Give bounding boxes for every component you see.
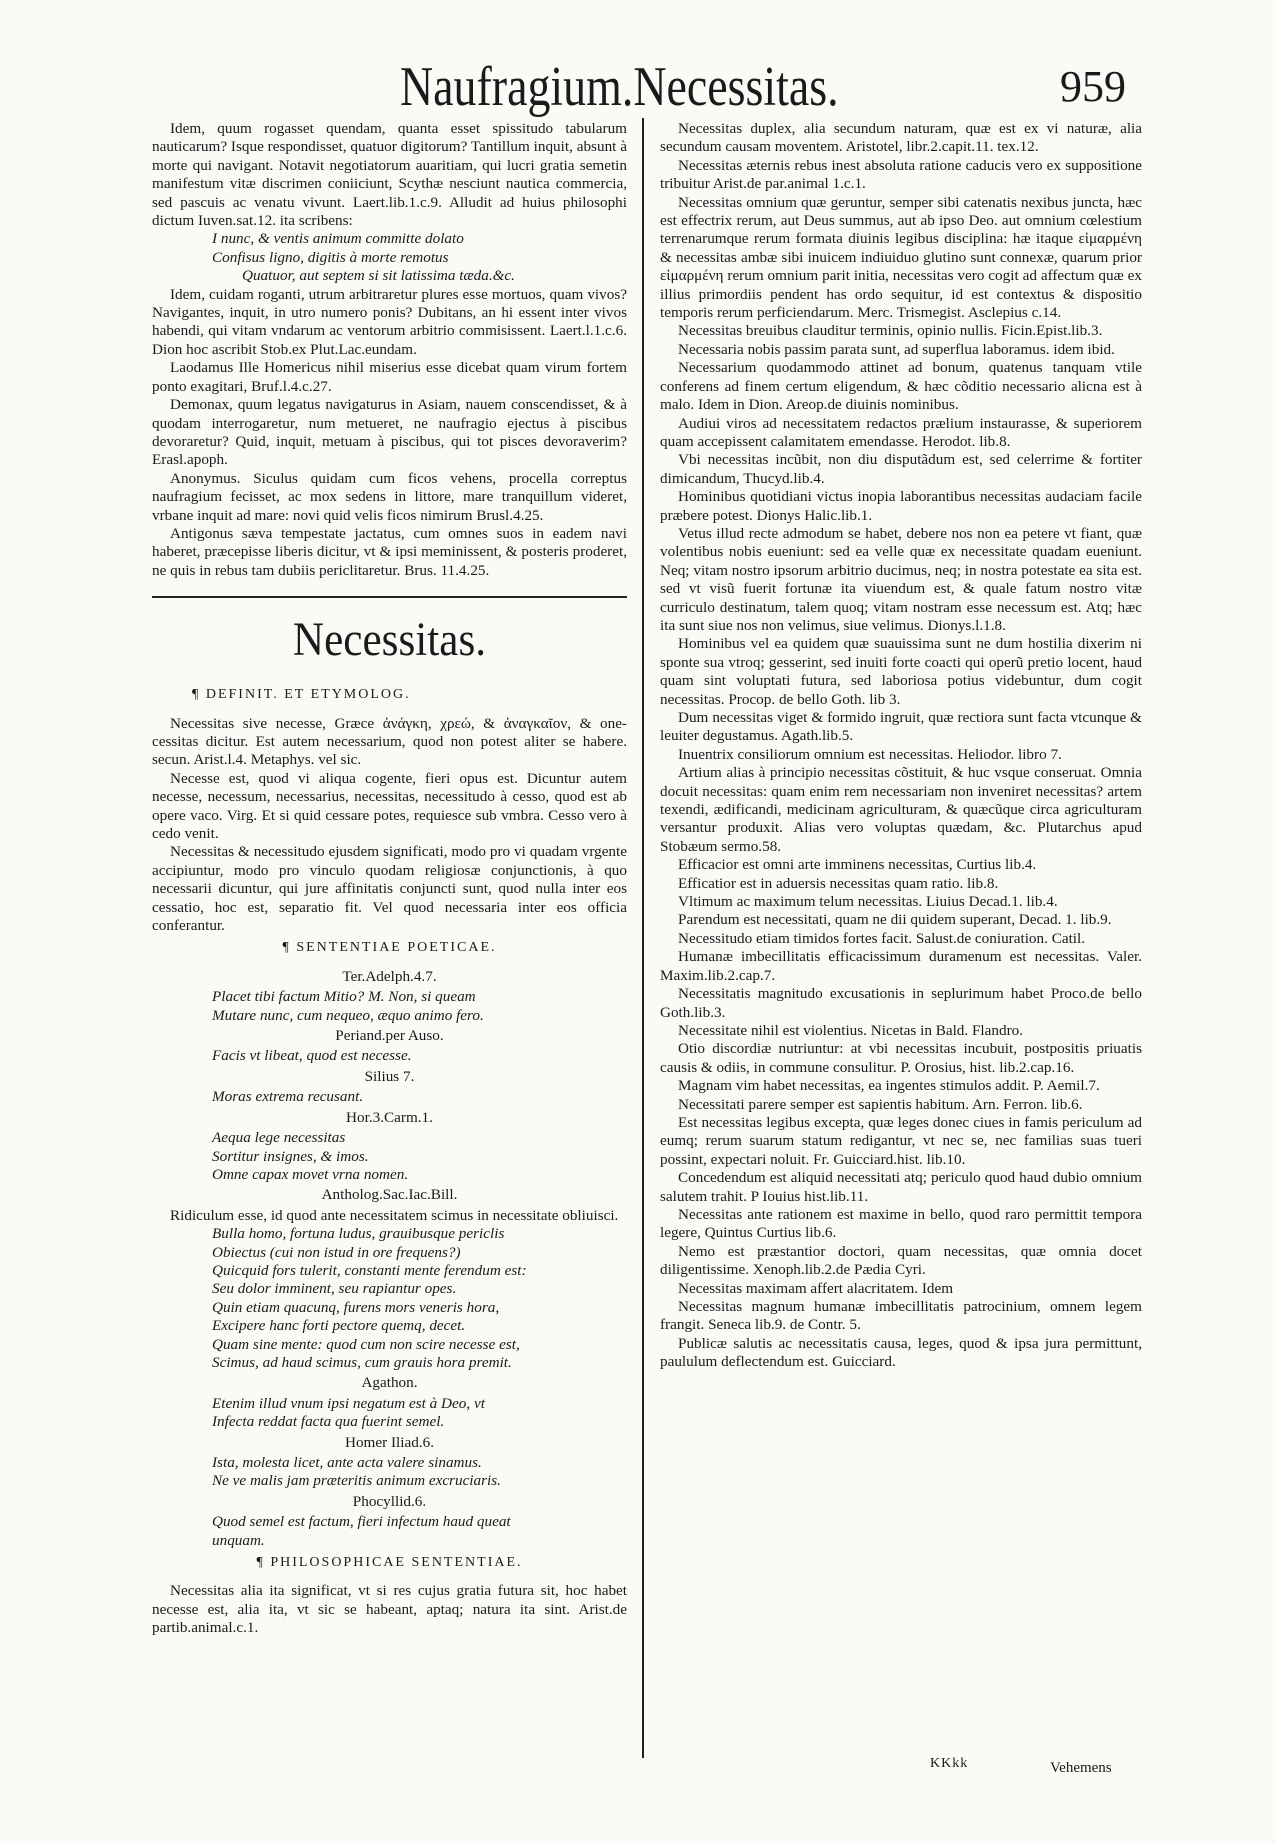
paragraph: Est necessitas legibus excepta, quæ leges donec ciues in famis periculum ad eumq; rerum suarum statum redigantur, vt nec se, nec familias suas tueri possint, expectari noluit. Fr. Guicciard.hist. lib.10. (660, 1113, 1142, 1168)
verse-line: Omne capax movet vrna nomen. (212, 1165, 409, 1183)
paragraph: Nemo est præstantior doctori, quam necessitas, quæ omnia docet diligentissime. Xenoph.lib.2.de Pædia Cyri. (660, 1242, 1142, 1279)
paragraph: Dum necessitas viget & formido ingruit, quæ rectiora sunt facta vtcunque & leuiter degustamus. Agath.lib.5. (660, 709, 1142, 745)
verse-line: Confisus ligno, digitis à morte remotus (212, 248, 449, 266)
verse-line: Facis vt libeat, quod est necesse. (212, 1047, 412, 1065)
verse-block (152, 1513, 627, 1550)
paragraph: Necessaria nobis passim parata sunt, ad superflua laboramus. idem ibid. (678, 340, 1115, 358)
verse-line: Quatuor, aut septem si sit latissima tæda.&c. (242, 267, 515, 285)
paragraph: Necessitate nihil est violentius. Nicetas in Bald. Flandro. (678, 1021, 1024, 1039)
verse-block (152, 1129, 627, 1184)
signature-mark: KKkk (930, 1756, 969, 1771)
paragraph: Vetus illud recte admodum se habet, debere nos non ea petere vt fiant, quæ volentibus nobis eueniunt: sed ea velle quæ ex necessitate quadam eueniunt. Neq; vitam nostro ipsorum arbitrio ducimus, neq; in nostra potestate ea sita est. sed vt visũ fuerit fortunæ ita viuendum est, & quale fatum nostro vitæ curriculo destinatum, talem quoq; vitam nostram esse necessum est. Atq; hæc ita sunt siue nos non velimus, siue velimus. Dionys.l.1.8. (660, 524, 1142, 634)
right-column (660, 120, 1142, 1372)
verse-line: Quicquid fors tulerit, constanti mente ferendum est: (212, 1261, 527, 1279)
verse-line: Ne ve malis jam præteritis animum excruciaris. (212, 1472, 501, 1490)
paragraph: Artium alias à principio necessitas cõstituit, & huc vsque conseruat. Omnia docuit necessitas: quam enim rem necessariam non inveniret necessitas? artem texendi, ædificandi, medicinam agriculturam, & quæcũque circa agriculturam versantur produxit. Alias vero voluptas quædam, &c. Plutarchus apud Stobæum sermo.58. (660, 764, 1142, 855)
source-citation: Hor.3.Carm.1. (346, 1108, 433, 1126)
paragraph: Otio discordiæ nutriuntur: at vbi necessitas incubuit, postpositis priuatis causis & odiis, in commune consulitur. P. Orosius, hist. lib.2.cap.16. (660, 1040, 1142, 1076)
verse-line: Sortitur insignes, & imos. (212, 1147, 369, 1165)
paragraph: Necessitas & necessitudo ejusdem significati, modo pro vi quadam vrgente accipiuntur, modo pro vinculo quodam religiosæ conjunctionis, à quo necessarii dicuntur, qui jure affinitatis conjuncti sunt, quod nulla inter eos cessatio, hoc est, separatio fit. Vel quod necessaria inter eos officia conferantur. (152, 843, 627, 935)
verse-line: Scimus, ad haud scimus, cum grauis hora premit. (212, 1353, 512, 1371)
paragraph: Necessitatis magnitudo excusationis in seplurimum habet Proco.de bello Goth.lib.3. (660, 985, 1142, 1021)
paragraph: Necessitudo etiam timidos fortes facit. Salust.de coniuration. Catil. (678, 929, 1086, 947)
running-title: Naufragium.Necessitas. (400, 56, 839, 118)
source-citation: Antholog.Sac.Iac.Bill. (321, 1186, 458, 1204)
paragraph: Hominibus quotidiani victus inopia laborantibus necessitas audaciam facile præbere potest. Dionys Halic.lib.1. (660, 488, 1142, 524)
paragraph: Vltimum ac maximum telum necessitas. Liuius Decad.1. lib.4. (678, 893, 1058, 911)
paragraph: Necessitas sive necesse, Græce ἀνάγκη, χρεώ, & ἀναγκαῖον, & one-cessitas dicitur. Est autem necessarium, quod non potest aliter se habere. secun. Arist.l.4. Metaphys. vel sic. (152, 714, 627, 769)
subheading-definition: ¶ DEFINIT. ET ETYMOLOG. (192, 687, 411, 703)
column-divider (642, 118, 644, 1758)
paragraph: Necessitas omnium quæ geruntur, semper sibi catenatis nexibus juncta, hæc est effectrix rerum, aut Deus summus, aut ab ipso Deo. aut omnium cœlestium terrenarumque rerum formata diuinis legibus disciplina: hæ itaque εἱμαρμένη & necessitas ambæ sibi inuicem indiuiduo glutino sunt connexæ, quarum prior εἱμαρμένη rerum omnium parit initia, necessitas vero cogit ad affectum quæ ex illius primordiis pendent has ordo sequitur, id est contextus & dispositio temporis rerum perficiendarum. Merc. Trismegist. Asclepius c.14. (660, 193, 1142, 322)
paragraph: Humanæ imbecillitatis efficacissimum duramenum est necessitas. Valer. Maxim.lib.2.cap.7. (660, 948, 1142, 984)
verse-block (152, 1088, 627, 1106)
catchword: Vehemens (1050, 1760, 1112, 1776)
verse-line: Aequa lege necessitas (212, 1129, 346, 1147)
paragraph: Necessitati parere semper est sapientis habitum. Arn. Ferron. lib.6. (678, 1095, 1083, 1113)
verse-line: Quin etiam quacunq, furens mors veneris hora, (212, 1298, 500, 1316)
verse-line: Quam sine mente: quod cum non scire necesse est, (212, 1335, 520, 1353)
paragraph: Hominibus vel ea quidem quæ suauissima sunt ne dum hostilia dixerim ni sponte sua vtroq; gesserint, sed inuiti forte coacti qui operũ pretio locent, haud quam sint voluptati futura, sed laboriosa potius videbuntur, dum cogit necessitas. Procop. de bello Goth. lib 3. (660, 635, 1142, 708)
paragraph: Inuentrix consiliorum omnium est necessitas. Heliodor. libro 7. (678, 745, 1062, 763)
section-rule (152, 596, 627, 598)
paragraph: Efficatior est in aduersis necessitas quam ratio. lib.8. (678, 874, 999, 892)
page-header (0, 55, 1276, 125)
verse-line: Ista, molesta licet, ante acta valere sinamus. (212, 1454, 482, 1471)
verse-line: unquam. (212, 1531, 265, 1549)
paragraph: Parendum est necessitati, quam ne dii quidem superant, Decad. 1. lib.9. (678, 911, 1112, 929)
verse-line: Etenim illud vnum ipsi negatum est à Deo, vt (212, 1394, 485, 1412)
paragraph: Demonax, quum legatus navigaturus in Asiam, nauem conscendisset, & à quodam interrogaretur, num metueret, ne naufragio ejectus à piscibus devoraretur? Quid, inquit, metuam à piscibus, qui tot pisces devoraverim? Erasl.apoph. (152, 396, 627, 469)
paragraph: Necessitas duplex, alia secundum naturam, quæ est ex vi naturæ, alia secundum causam moventem. Aristotel, libr.2.capit.11. tex.12. (660, 120, 1142, 156)
paragraph: Idem, cuidam roganti, utrum arbitraretur plures esse mortuos, quam vivos? Navigantes, inquit, in utro numero ponis? Dubitans, an hi essent inter vivos habendi, qui vitam vndarum ac ventorum arbitrio commisissent. Laert.l.1.c.6. Dion hoc ascribit Stob.ex Plut.Lac.eundam. (152, 285, 627, 358)
verse-line: Moras extrema recusant. (212, 1088, 364, 1106)
verse-line: Obiectus (cui non istud in ore frequens?) (212, 1243, 461, 1261)
verse-line: Seu dolor imminent, seu rapiantur opes. (212, 1280, 457, 1298)
verse-block (152, 230, 627, 285)
source-citation: Agathon. (361, 1374, 418, 1392)
paragraph: Necessitas magnum humanæ imbecillitatis patrocinium, omnem legem frangit. Seneca lib.9. de Contr. 5. (660, 1298, 1142, 1334)
verse-line: Quod semel est factum, fieri infectum haud queat (212, 1513, 511, 1531)
paragraph: Publicæ salutis ac necessitatis causa, leges, quod & ipsa jura permittunt, paululum deflectendum est. Guicciard. (660, 1334, 1142, 1371)
paragraph: Necessitas æternis rebus inest absoluta ratione caducis vero ex suppositione tribuitur Arist.de par.animal 1.c.1. (660, 156, 1142, 193)
verse-block (152, 1225, 627, 1372)
source-citation: Silius 7. (364, 1067, 415, 1085)
paragraph: Anonymus. Siculus quidam cum ficos vehens, procella correptus naufragium fecisset, ac mox sedens in littore, mare tranquillum videret, vrbane inquit ad mare: novi quid velis ficos nimirum Brusl.4.25. (152, 469, 627, 524)
verse-line: Excipere hanc forti pectore quemq, decet. (212, 1317, 466, 1335)
paragraph: Laodamus Ille Homericus nihil miserius esse dicebat quam virum fortem ponto exagitari, Bruf.l.4.c.27. (152, 359, 627, 395)
paragraph: Necessitas breuibus clauditur terminis, opinio nullis. Ficin.Epist.lib.3. (678, 322, 1103, 340)
paragraph: Necesse est, quod vi aliqua cogente, fieri opus est. Dicuntur autem necesse, necessum, necessarius, necessitas, necessitudo à cesso, quod est ab opere vaco. Virg. Et si quid cessare potes, requiesce sub vmbra. Cesso vero à cedo venit. (152, 769, 627, 842)
paragraph: Concedendum est aliquid necessitati atq; periculo quod haud dubio omnium salutem trahit. P Iouius hist.lib.11. (660, 1169, 1142, 1205)
paragraph: Idem, quum rogasset quendam, quanta esset spissitudo tabularum nauticarum? Isque respondisset, quatuor digitorum? Tantillum inquit, absunt à morte qui navigant. Notavit negotiatorum auaritiam, qui lucri gratia semetin manifestum vitæ discrimen coniiciunt, Scythæ nesciunt nautica commercia, sed pascuis ac venatu vivunt. Laert.lib.1.c.9. Alludit ad huius philosophi dictum Iuven.sat.12. ita scribens: (152, 120, 627, 230)
paragraph: Ridiculum esse, id quod ante necessitatem scimus in necessitate obliuisci. (170, 1206, 619, 1224)
source-citation: Phocyllid.6. (352, 1492, 427, 1510)
paragraph: Necessitas alia ita significat, vt si res cujus gratia futura sit, hoc habet necesse est, alia ita, vt sic se habeant, aptaq; natura ita sint. Arist.de partib.animal.c.1. (152, 1582, 627, 1637)
verse-line: Infecta reddat facta qua fuerint semel. (212, 1413, 445, 1431)
left-column (152, 120, 627, 1638)
verse-line: Bulla homo, fortuna ludus, grauibusque periclis (212, 1225, 505, 1243)
verse-block (152, 1395, 627, 1432)
paragraph: Necessitas ante rationem est maxime in bello, quod raro permittit tempora legere, Quintus Curtius lib.6. (660, 1205, 1142, 1242)
verse-line: Placet tibi factum Mitio? M. Non, si queam (212, 988, 476, 1006)
verse-block (152, 1454, 627, 1491)
source-citation: Periand.per Auso. (335, 1027, 444, 1045)
section-title: Necessitas. (292, 613, 487, 667)
verse-line: I nunc, & ventis animum committe dolato (212, 230, 464, 248)
paragraph: Magnam vim habet necessitas, ea ingentes stimulos addit. P. Aemil.7. (678, 1077, 1100, 1095)
paragraph: Necessitas maximam affert alacritatem. Idem (678, 1279, 954, 1297)
source-citation: Homer Iliad.6. (345, 1433, 434, 1451)
paragraph: Audiui viros ad necessitatem redactos prælium instaurasse, & superiorem quam accepissent calamitatem emendasse. Herodot. lib.8. (660, 414, 1142, 450)
subheading-poetic: ¶ SENTENTIAE POETICAE. (282, 940, 497, 956)
paragraph: Antigonus sæva tempestate jactatus, cum omnes suos in eadem navi haberet, præcepisse liberis dicitur, vt & ipsi meminissent, & posteris proderet, ne quis in rebus tam dubiis periclitaretur. Brus. 11.4.25. (152, 524, 627, 579)
source-citation: Ter.Adelph.4.7. (342, 967, 437, 985)
page-number: 959 (1060, 62, 1126, 111)
verse-block (152, 988, 627, 1025)
paragraph: Efficacior est omni arte imminens necessitas, Curtius lib.4. (678, 856, 1037, 874)
verse-line: Mutare nunc, cum nequeo, æquo animo fero. (212, 1006, 484, 1024)
subheading-philosophic: ¶ PHILOSOPHICAE SENTENTIAE. (256, 1555, 523, 1571)
paragraph: Vbi necessitas incũbit, non diu disputãdum est, sed celerrime & fortiter dimicandum, Thucyd.lib.4. (660, 451, 1142, 487)
verse-block (152, 1047, 627, 1065)
paragraph: Necessarium quodammodo attinet ad bonum, quatenus tanquam vtile conferens ad finem certum eligendum, & hæc cõditio necessario alicna est à malo. Idem in Dion. Areop.de diuinis nominibus. (660, 359, 1142, 414)
